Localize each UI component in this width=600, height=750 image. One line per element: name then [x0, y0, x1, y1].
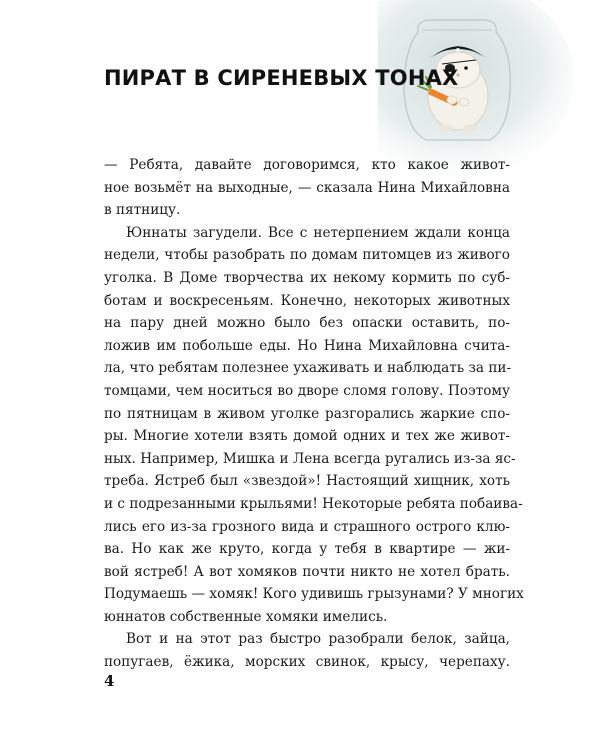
page-number: 4	[104, 672, 115, 690]
text-line: ных. Например, Мишка и Лена всегда ругались из-за яс-	[104, 450, 516, 467]
text-line: уголка. В Доме творчества их некому кормить по суб-	[104, 269, 510, 286]
text-line: попугаев, ёжика, морских свинок, крысу, черепаху.	[104, 654, 510, 671]
text-line: треба. Ястреб был «звездой»! Настоящий хищник, хоть	[104, 473, 510, 490]
text-line: в пятницу.	[104, 202, 181, 219]
text-line: вой ястреб! А вот хомяков почти никто не хотел брать.	[104, 563, 510, 580]
hamster-in-jar-illustration	[378, 0, 600, 180]
text-line: ложив им побольше еды. Но Нина Михайловна счита-	[104, 337, 510, 354]
text-line: по пятницам в живом уголке разгорались жаркие спо-	[104, 405, 510, 422]
text-line: лись его из-за грозного вида и страшного острого клю-	[104, 518, 510, 535]
text-line: Подумаешь — хомяк! Кого удивишь грызунами? У многих	[104, 586, 524, 603]
text-line: юннатов собственные хомяки имелись.	[104, 608, 388, 625]
text-line: — Ребята, давайте договоримся, кто какое живот-	[104, 157, 510, 173]
text-line: и с подрезанными крыльями! Некоторые ребята побаива-	[104, 495, 523, 512]
text-line: недели, чтобы разобрать по домам питомцев из живого	[104, 247, 510, 264]
text-line: на пару дней можно было без опаски оставить, по-	[104, 315, 510, 332]
text-line: ла, что ребятам полезнее ухаживать и наблюдать за пи-	[104, 360, 512, 377]
hamster-jar-drawing	[378, 0, 600, 180]
text-line: Юннаты загудели. Все с нетерпением ждали конца	[126, 224, 510, 241]
chapter-title: ПИРАТ В СИРЕНЕВЫХ ТОНАХ	[104, 66, 459, 90]
body-text	[104, 154, 524, 674]
text-line: ры. Многие хотели взять домой одних и тех же живот-	[104, 428, 510, 445]
text-line: ное возьмёт на выходные, — сказала Нина Михайловна	[104, 179, 510, 196]
text-line: Вот и на этот раз быстро разобрали белок, зайца,	[126, 631, 510, 648]
text-line: томцами, чем носиться во дворе сломя голову. Поэтому	[104, 382, 510, 399]
text-line: ва. Но как же круто, когда у тебя в квартире — жи-	[104, 541, 510, 558]
text-line: ботам и воскресеньям. Конечно, некоторых животных	[104, 292, 510, 309]
